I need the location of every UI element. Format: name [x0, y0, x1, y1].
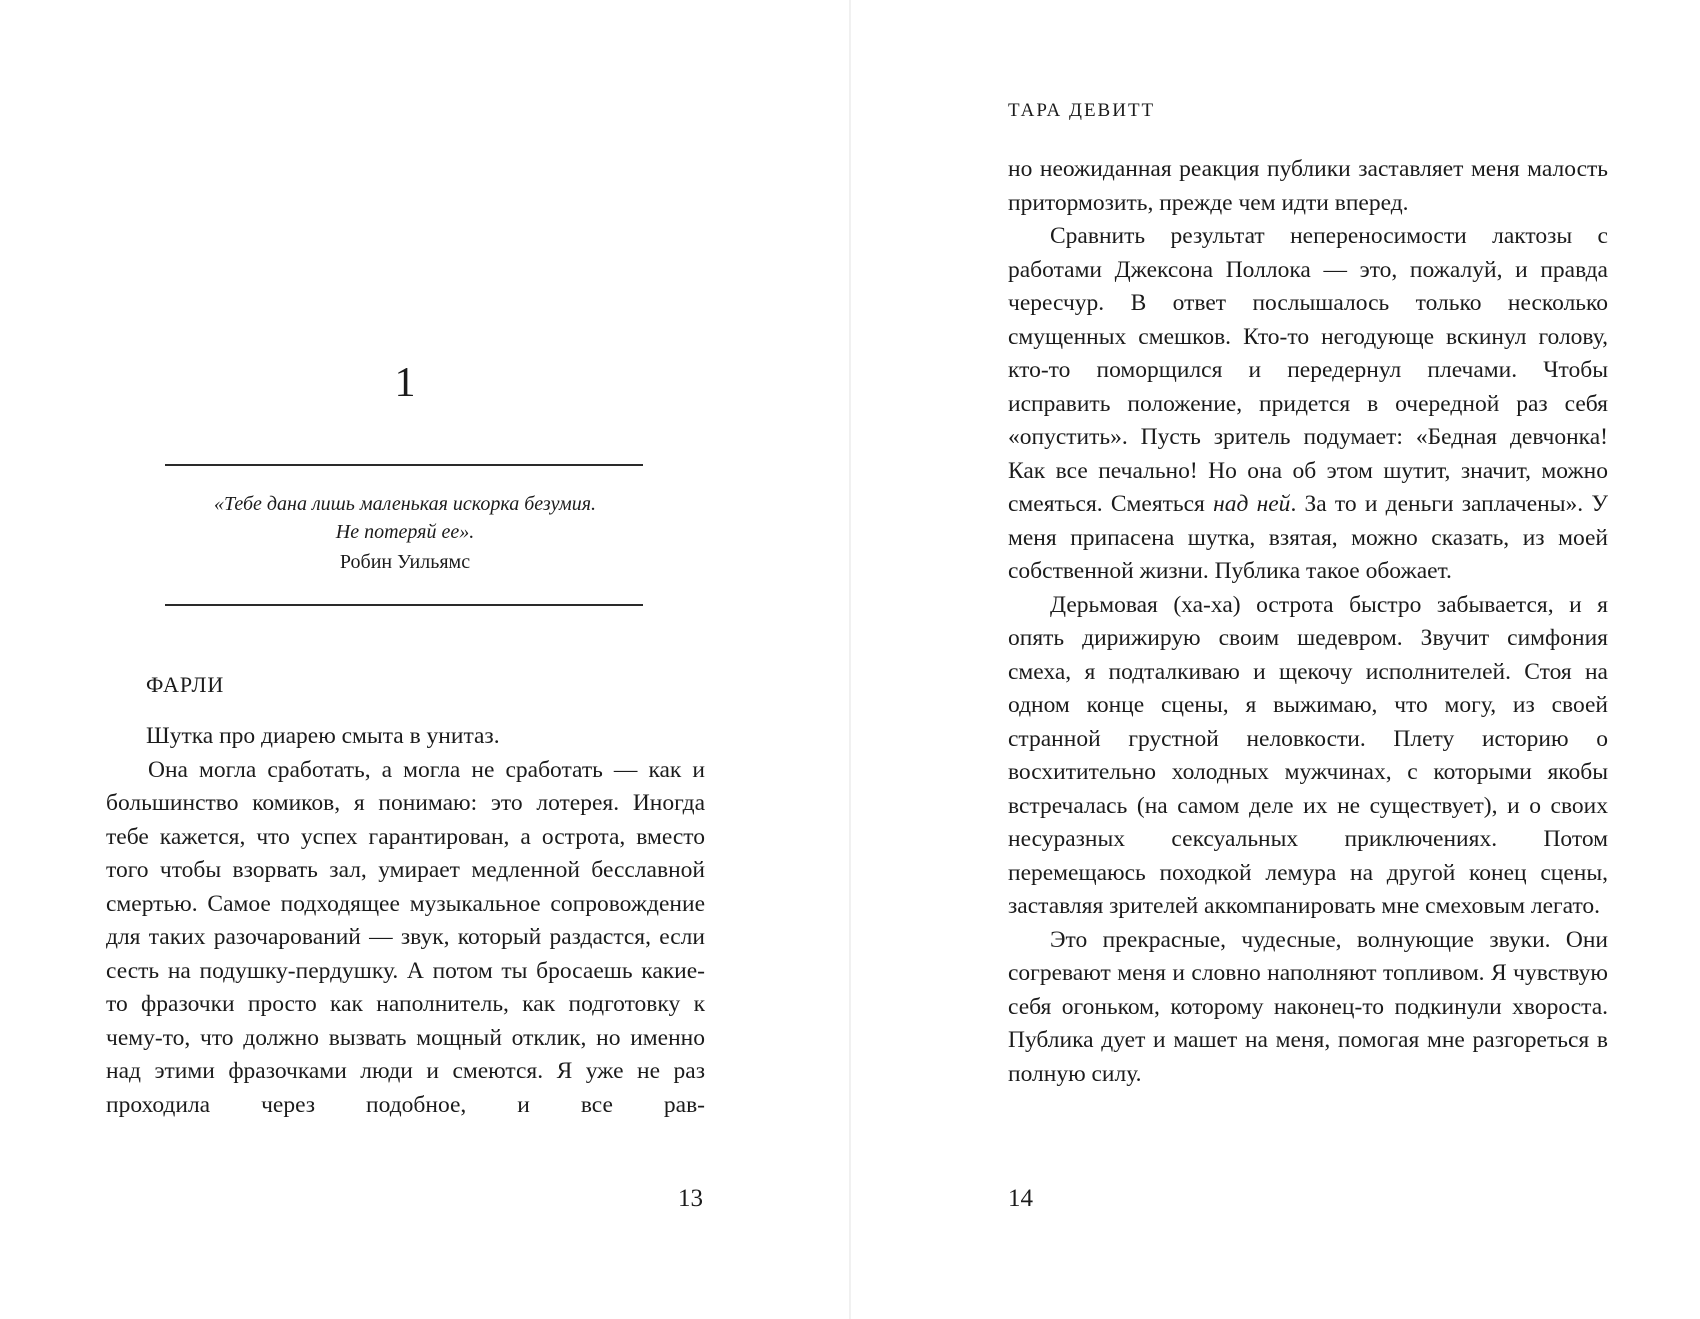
- page-number-left: 13: [678, 1185, 703, 1212]
- body-paragraph: но неожиданная реакция публики заставляет меня малость притормозить, прежде чем идти вперед.: [1008, 156, 1608, 216]
- epigraph-quote-line-2: Не потеряй ее».: [335, 521, 475, 543]
- right-page: [851, 0, 1700, 1319]
- chapter-number: 1: [394, 360, 416, 406]
- right-body-text: [1008, 153, 1608, 1091]
- emphasis-text: над ней: [1213, 491, 1291, 517]
- epigraph-quote-line-1: «Тебе дана лишь маленькая искорка безумия.: [213, 493, 597, 515]
- body-paragraph: [1008, 220, 1608, 589]
- body-paragraph: Она могла сработать, а могла не сработать — как и большинство комиков, я понимаю: это лотерея. Иногда тебе кажется, что успех гарантирован, а острота, вместо того чтобы взорвать зал, умирает медленной бесславной смертью. Самое подходящее музыкальное сопровождение для таких разочарований — звук, который раздастся, если сесть на подушку-пердушку. А потом ты бросаешь какие-то фразочки просто как наполнитель, как подготовку к чему-то, что должно вызвать мощный отклик, но именно над этими фразочками люди и смеются. Я уже не раз проходила через подобное, и все рав-: [106, 756, 705, 1118]
- body-paragraph: Это прекрасные, чудесные, волнующие звуки. Они согревают меня и словно наполняют топливом. Я чувствую себя огоньком, которому наконец-то подкинули хвороста. Публика дует и машет на меня, помогая мне разгореться в полную силу.: [1008, 926, 1608, 1087]
- left-page: [0, 0, 849, 1319]
- body-paragraph: Дерьмовая (ха-ха) острота быстро забывается, и я опять дирижирую своим шедевром. Звучит симфония смеха, я подталкиваю и щекочу исполнителей. Стоя на одном конце сцены, я выжимаю, что могу, из своей странной грустной неловкости. Плету историю о восхитительно холодных мужчинах, с которыми якобы встречалась (на самом деле их не существует), и о своих несуразных сексуальных приключениях. Потом перемещаюсь походкой лемура на другой конец сцены, заставляя зрителей аккомпанировать мне смеховым легато.: [1008, 591, 1608, 919]
- page-number-right: 14: [1008, 1185, 1033, 1212]
- epigraph-author: Робин Уильямс: [339, 551, 471, 573]
- section-label: ФАРЛИ: [146, 672, 225, 697]
- body-paragraph: Шутка про диарею смыта в унитаз.: [146, 723, 500, 749]
- left-body-text: [106, 720, 705, 1122]
- paragraph-text: Сравнить результат непереносимости лактозы с работами Джексона Поллока — это, пожалуй, и правда чересчур. В ответ послышалось только несколько смущенных смешков. Кто-то негодующе вскинул голову, кто-то поморщился и передернул плечами. Чтобы исправить положение, придется в очередной раз себя «опустить». Пусть зритель подумает: «Бедная девчонка! Как все печально! Но она об этом шутит, значит, можно смеяться. Смеяться: [1008, 223, 1608, 517]
- epigraph: [165, 490, 645, 576]
- epigraph-top-rule: [165, 464, 643, 466]
- running-head: ТАРА ДЕВИТТ: [1008, 100, 1156, 121]
- paragraph-text: . За то и деньги заплачены». У меня припасена шутка, взятая, можно сказать, из моей собственной жизни. Публика такое обожает.: [1008, 491, 1609, 584]
- epigraph-bottom-rule: [165, 604, 643, 606]
